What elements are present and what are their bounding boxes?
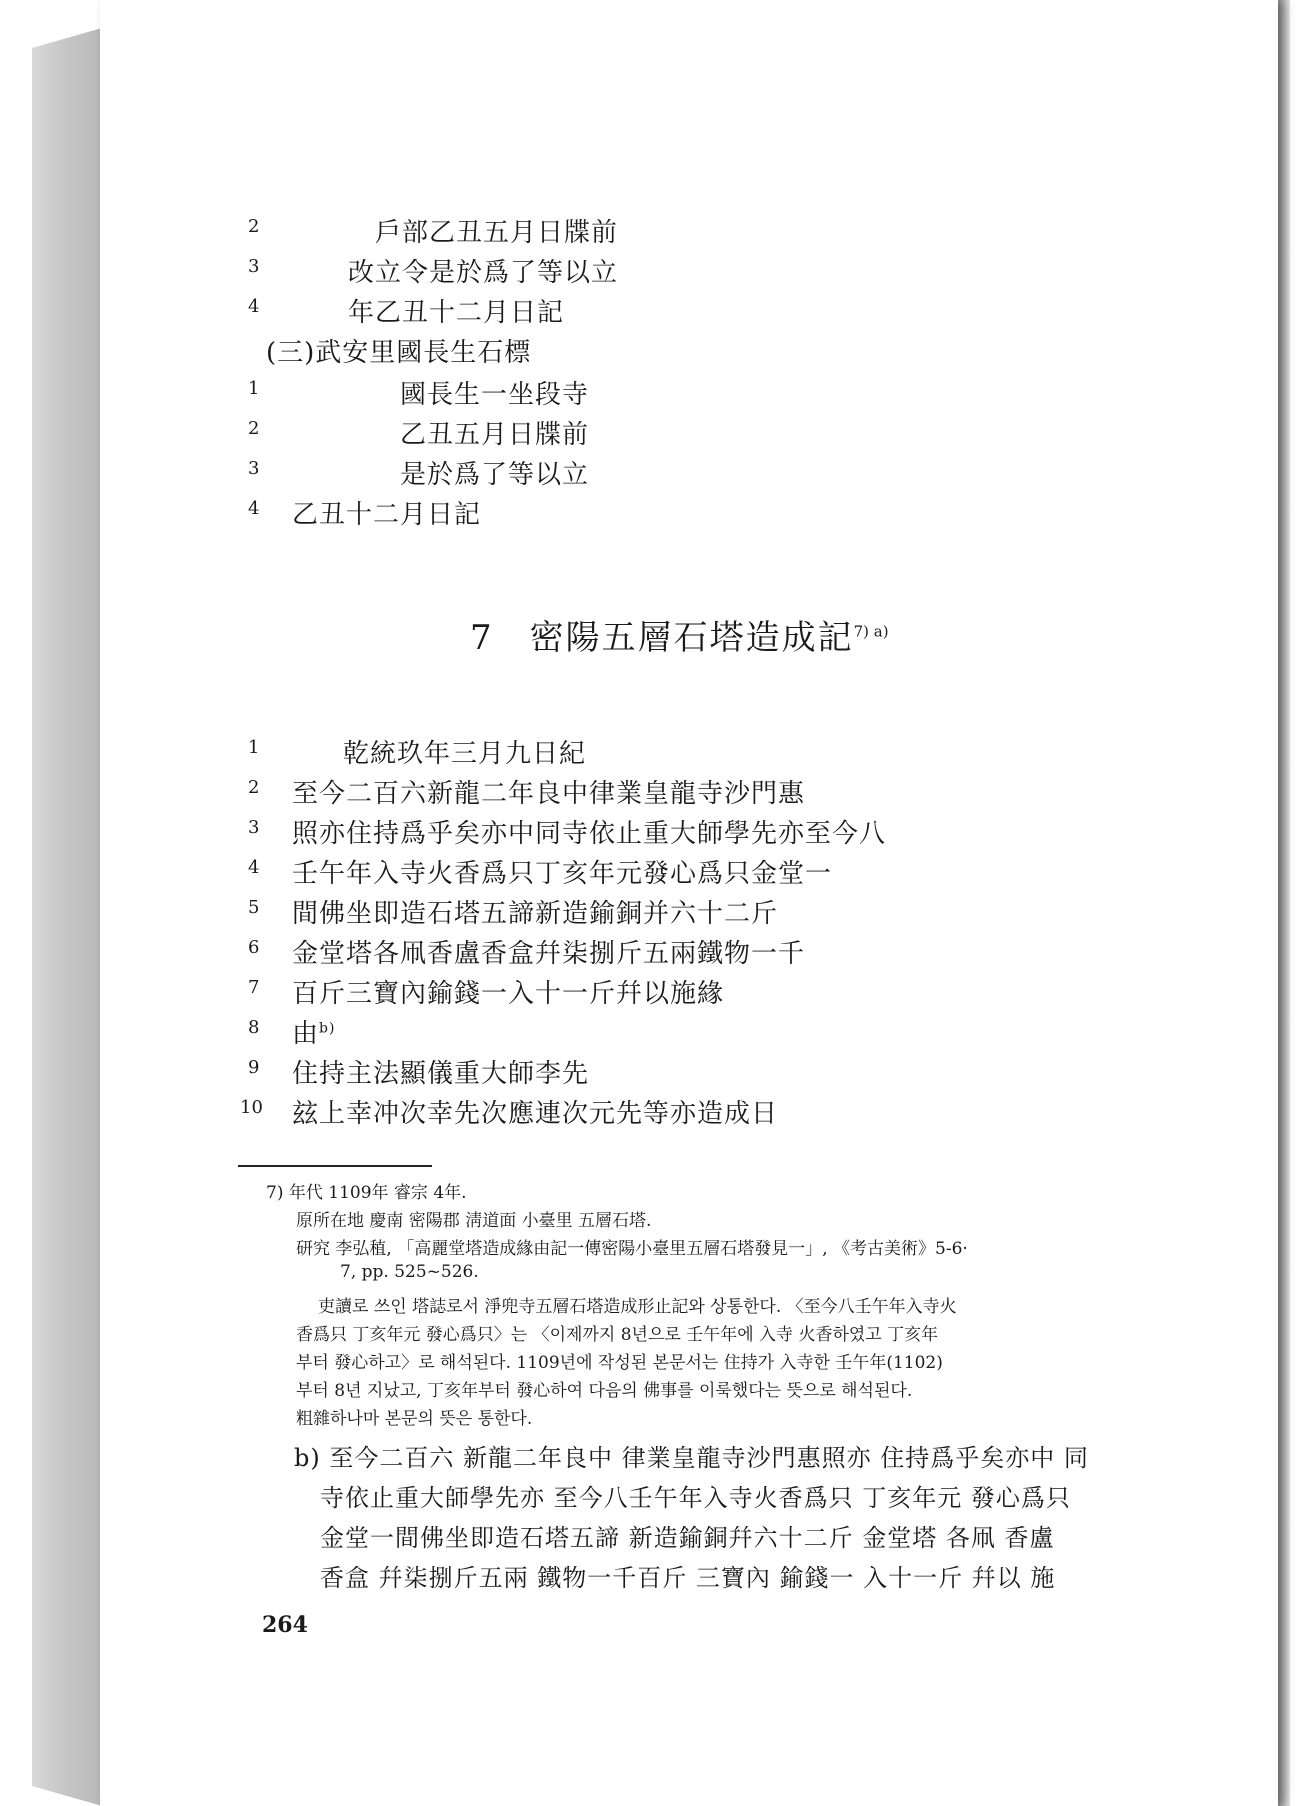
line-number: 2 [248, 777, 260, 798]
footnote-b-line: b) 至今二百六 新龍二年良中 律業皇龍寺沙門惠照亦 住持爲乎矣亦中 同 [294, 1444, 1089, 1472]
line-number: 3 [248, 256, 260, 277]
line-text: 改立令是於爲了等以立 [348, 258, 619, 288]
line-number: 2 [248, 216, 260, 237]
line-text: 國長生一坐段寺 [400, 380, 590, 410]
book-edge [32, 28, 102, 1806]
subheading: (三)武安里國長生石標 [266, 338, 532, 368]
line-text: 百斤三寶內鍮錢一入十一斤幷以施緣 [292, 979, 725, 1009]
line-text: 至今二百六新龍二年良中律業皇龍寺沙門惠 [292, 779, 806, 809]
line-text: 玆上幸冲次幸先次應連次元先等亦造成日 [292, 1099, 779, 1129]
line-number: 4 [248, 857, 260, 878]
line-number: 3 [248, 458, 260, 479]
footnote-b-line: 寺依止重大師學先亦 至今八壬午年入寺火香爲只 丁亥年元 發心爲只 [320, 1484, 1071, 1512]
footnote-b-line: 金堂一間佛坐即造石塔五諦 新造鍮銅幷六十二斤 金堂塔 各凧 香盧 [320, 1524, 1055, 1552]
line-number: 3 [248, 817, 260, 838]
line-number: 1 [248, 378, 260, 399]
footnote-rule [238, 1165, 432, 1167]
line-text-body: 由 [292, 1019, 320, 1049]
page-shadow [1278, 0, 1290, 1806]
footnote-line: 부터 發心하고〉로 해석된다. 1109년에 작성된 본문서는 住持가 入寺한 壬午年(1102) [296, 1353, 943, 1373]
footnote-line: 研究 李弘稙, 「高麗堂塔造成緣由記一傳密陽小臺里五層石塔發見一」, 《考古美術》5-6· [296, 1239, 968, 1259]
line-number: 2 [248, 418, 260, 439]
line-number: 5 [248, 897, 260, 918]
footnote-b-line: 香盒 幷柒捌斤五兩 鐵物一千百斤 三寶內 鍮錢一 入十一斤 幷以 施 [320, 1564, 1056, 1592]
line-number: 9 [248, 1057, 260, 1078]
line-text: 住持主法顯儀重大師李先 [292, 1059, 590, 1089]
line-number: 8 [248, 1017, 260, 1038]
line-text: 戶部乙丑五月日牒前 [375, 218, 619, 248]
line-text: 壬午年入寺火香爲只丁亥年元發心爲只金堂一 [292, 859, 833, 889]
line-number: 6 [248, 937, 260, 958]
line-number: 1 [248, 737, 260, 758]
footnote-line: 原所在地 慶南 密陽郡 淸道面 小臺里 五層石塔. [296, 1211, 652, 1231]
line-text: 照亦住持爲乎矣亦中同寺依止重大師學先亦至今八 [292, 819, 887, 849]
section-title-text: 7 密陽五層石塔造成記 [470, 618, 854, 658]
page-number: 264 [262, 1612, 308, 1638]
line-number: 4 [248, 296, 260, 317]
footnote-line: 吏讀로 쓰인 塔誌로서 淨兜寺五層石塔造成形止記와 상통한다. 〈至今八壬午年入寺火 [318, 1297, 957, 1317]
line-text: 乙丑十二月日記 [292, 500, 482, 530]
footnote-line: 香爲只 丁亥年元 發心爲只〉는 〈이제까지 8년으로 壬午年에 入寺 火香하였고 丁亥年 [296, 1325, 939, 1345]
line-text: 乙丑五月日牒前 [400, 420, 590, 450]
line-text: 是於爲了等以立 [400, 460, 590, 490]
section-title [470, 610, 889, 659]
line-number: 4 [248, 498, 260, 519]
footnote-marker: b) [319, 1020, 336, 1037]
section-title-footnote-marker: 7) a) [853, 622, 889, 641]
line-number: 10 [240, 1097, 263, 1118]
line-number: 7 [248, 977, 260, 998]
line-text: 金堂塔各凧香盧香盒幷柒捌斤五兩鐵物一千 [292, 939, 806, 969]
line-text: 年乙丑十二月日記 [348, 298, 565, 328]
footnote-line: 粗雜하나마 본문의 뜻은 통한다. [296, 1409, 533, 1429]
footnote-line: 7, pp. 525~526. [340, 1262, 479, 1282]
footnote-line: 7) 年代 1109年 睿宗 4年. [266, 1183, 467, 1203]
line-text: 乾統玖年三月九日紀 [343, 739, 587, 769]
line-text [292, 1013, 335, 1050]
line-text: 間佛坐即造石塔五諦新造鍮銅并六十二斤 [292, 899, 779, 929]
footnote-line: 부터 8년 지났고, 丁亥年부터 發心하여 다음의 佛事를 이룩했다는 뜻으로 해석된다. [296, 1381, 913, 1401]
